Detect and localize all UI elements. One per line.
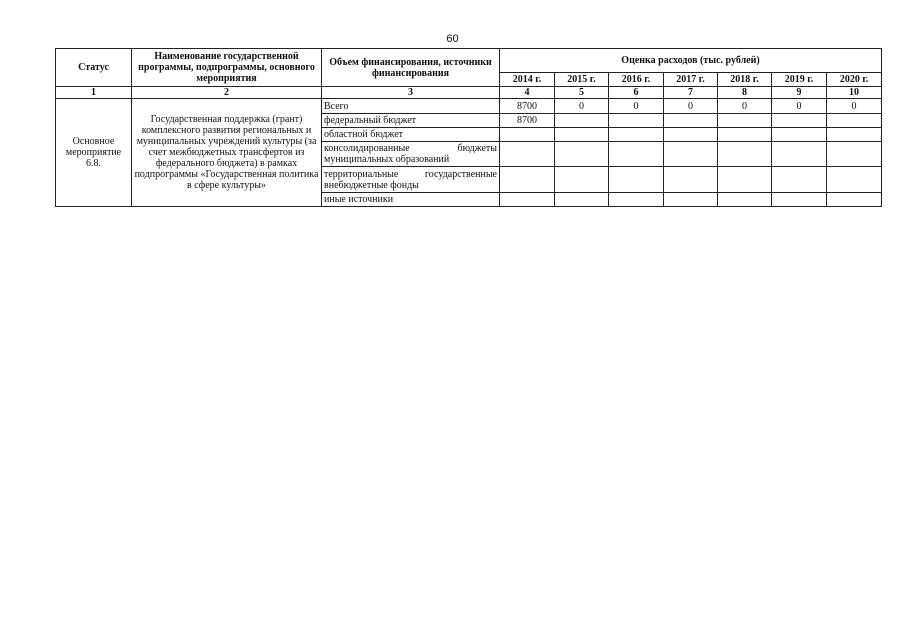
value-cell [609, 114, 664, 128]
funding-source-cell: консолидированные бюджеты муниципальных образований [322, 142, 500, 167]
value-cell [500, 167, 555, 193]
status-cell: Основное мероприятие 6.8. [56, 99, 132, 207]
value-cell: 0 [827, 99, 882, 114]
financing-table [55, 48, 882, 207]
value-cell [609, 167, 664, 193]
funding-source-cell: Всего [322, 99, 500, 114]
value-cell [718, 167, 772, 193]
page-number: 60 [446, 33, 459, 45]
funding-source-cell: федеральный бюджет [322, 114, 500, 128]
column-number: 1 [56, 87, 132, 99]
value-cell [664, 167, 718, 193]
header-year: 2020 г. [827, 73, 882, 87]
header-name: Наименование государственной программы, подпрограммы, основного мероприятия [132, 49, 322, 87]
value-cell [772, 142, 827, 167]
value-cell [664, 193, 718, 207]
value-cell: 0 [555, 99, 609, 114]
value-cell [500, 193, 555, 207]
header-status: Статус [56, 49, 132, 87]
value-cell [772, 193, 827, 207]
header-year: 2015 г. [555, 73, 609, 87]
header-year: 2016 г. [609, 73, 664, 87]
value-cell [500, 128, 555, 142]
value-cell [555, 114, 609, 128]
measure-name-cell: Государственная поддержка (грант) комплексного развития региональных и муниципальных учреждений культуры (за счет межбюджетных трансфертов из федерального бюджета) в рамках подпрограммы «Государственная политика в сфере культуры» [132, 99, 322, 207]
funding-source-cell: областной бюджет [322, 128, 500, 142]
value-cell [555, 167, 609, 193]
column-number: 6 [609, 87, 664, 99]
value-cell [664, 114, 718, 128]
value-cell [718, 142, 772, 167]
value-cell [664, 142, 718, 167]
header-year: 2017 г. [664, 73, 718, 87]
value-cell: 0 [718, 99, 772, 114]
value-cell [500, 142, 555, 167]
value-cell [718, 193, 772, 207]
value-cell [827, 142, 882, 167]
table-row [56, 99, 882, 114]
column-number: 5 [555, 87, 609, 99]
header-estimate: Оценка расходов (тыс. рублей) [500, 49, 882, 73]
header-year: 2019 г. [772, 73, 827, 87]
value-cell: 0 [772, 99, 827, 114]
value-cell: 8700 [500, 114, 555, 128]
column-number: 2 [132, 87, 322, 99]
value-cell [555, 128, 609, 142]
value-cell [772, 167, 827, 193]
value-cell [555, 142, 609, 167]
value-cell [664, 128, 718, 142]
funding-source-cell: территориальные государственные внебюджетные фонды [322, 167, 500, 193]
value-cell [827, 114, 882, 128]
value-cell: 0 [609, 99, 664, 114]
header-year: 2018 г. [718, 73, 772, 87]
value-cell: 0 [664, 99, 718, 114]
header-volume: Объем финансирования, источники финансирования [322, 49, 500, 87]
value-cell [609, 142, 664, 167]
column-number: 4 [500, 87, 555, 99]
value-cell [772, 114, 827, 128]
column-number: 7 [664, 87, 718, 99]
value-cell [609, 128, 664, 142]
column-number: 8 [718, 87, 772, 99]
value-cell [827, 128, 882, 142]
column-number: 3 [322, 87, 500, 99]
value-cell [827, 167, 882, 193]
header-year: 2014 г. [500, 73, 555, 87]
value-cell [772, 128, 827, 142]
value-cell [718, 128, 772, 142]
column-number: 10 [827, 87, 882, 99]
value-cell [827, 193, 882, 207]
column-number: 9 [772, 87, 827, 99]
value-cell [555, 193, 609, 207]
funding-source-cell: иные источники [322, 193, 500, 207]
value-cell [718, 114, 772, 128]
value-cell: 8700 [500, 99, 555, 114]
value-cell [609, 193, 664, 207]
